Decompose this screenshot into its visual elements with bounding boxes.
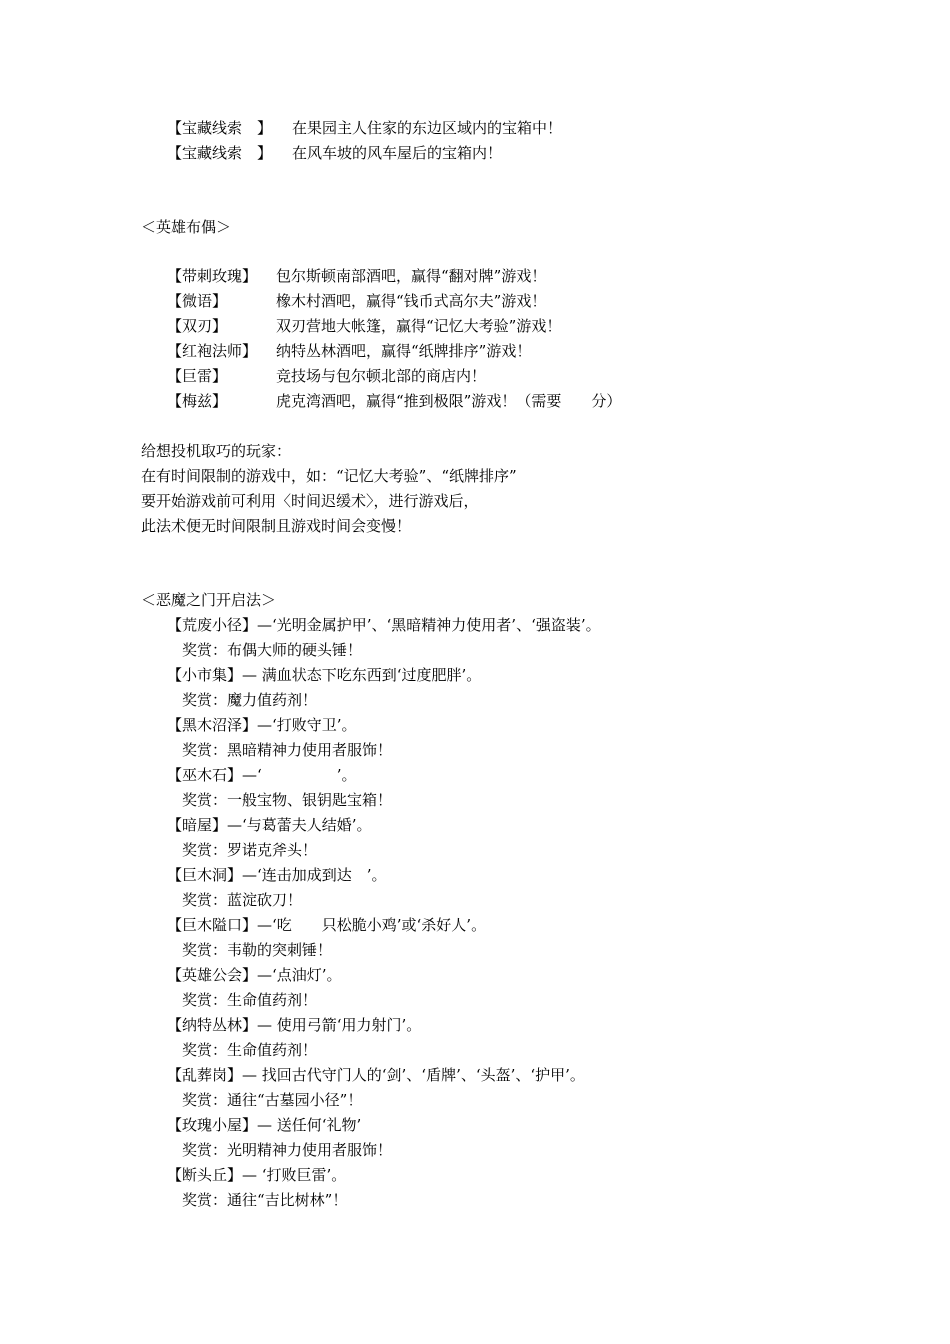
demon-doors-heading: ＜恶魔之门开启法＞ xyxy=(141,591,277,609)
hero-doll-name: 【双刃】 xyxy=(167,317,228,335)
hero-dolls-heading: ＜英雄布偶＞ xyxy=(141,218,232,236)
demon-door-condition: 【英雄公会】—‘点油灯’。 xyxy=(167,966,342,984)
demon-door-reward: 奖赏：韦勒的突刺锤！ xyxy=(182,941,333,959)
hero-doll-desc: 包尔斯顿南部酒吧，赢得“翻对牌”游戏！ xyxy=(276,267,547,285)
demon-door-condition: 【乱葬岗】— 找回古代守门人的‘剑’、‘盾牌’、‘头盔’、‘护甲’。 xyxy=(167,1066,585,1084)
demon-door-reward: 奖赏：蓝淀砍刀！ xyxy=(182,891,303,909)
treasure-clue-text: 在果园主人住家的东边区域内的宝箱中！ xyxy=(292,119,563,137)
demon-door-reward: 奖赏：布偶大师的硬头锤！ xyxy=(182,641,363,659)
demon-door-reward: 奖赏：黑暗精神力使用者服饰！ xyxy=(182,741,393,759)
demon-door-condition: 【玫瑰小屋】— 送任何‘礼物’ xyxy=(167,1116,362,1134)
demon-door-reward: 奖赏：生命值药剂！ xyxy=(182,991,318,1009)
demon-door-condition: 【小市集】— 满血状态下吃东西到‘过度肥胖’。 xyxy=(167,666,482,684)
demon-door-condition: 【暗屋】—‘与葛蕾夫人结婚’。 xyxy=(167,816,372,834)
demon-door-reward: 奖赏：魔力值药剂！ xyxy=(182,691,318,709)
demon-door-reward: 奖赏：生命值药剂！ xyxy=(182,1041,318,1059)
tip-line: 此法术便无时间限制且游戏时间会变慢！ xyxy=(141,517,412,535)
hero-doll-desc: 橡木村酒吧，赢得“钱币式高尔夫”游戏！ xyxy=(276,292,547,310)
hero-doll-desc: 纳特丛林酒吧，赢得“纸牌排序”游戏！ xyxy=(276,342,532,360)
tip-line: 要开始游戏前可利用〈时间迟缓术〉，进行游戏后， xyxy=(141,492,479,510)
demon-door-condition: 【断头丘】— ‘打败巨雷’。 xyxy=(167,1166,347,1184)
treasure-clue-text: 在风车坡的风车屋后的宝箱内！ xyxy=(292,144,503,162)
tip-line: 在有时间限制的游戏中，如：“记忆大考验”、“纸牌排序” xyxy=(141,467,517,485)
demon-door-reward: 奖赏：通往“古墓园小径”！ xyxy=(182,1091,363,1109)
hero-doll-name: 【巨雷】 xyxy=(167,367,228,385)
demon-door-condition: 【荒废小径】—‘光明金属护甲’、‘黑暗精神力使用者’、‘强盗装’。 xyxy=(167,616,601,634)
demon-door-condition: 【巨木洞】—‘连击加成到达 ’。 xyxy=(167,866,387,884)
treasure-clue-tag: 【宝藏线索 】 xyxy=(167,144,273,162)
hero-doll-desc: 双刃营地大帐篷，赢得“记忆大考验”游戏！ xyxy=(276,317,562,335)
demon-door-condition: 【巨木隘口】—‘吃 只松脆小鸡’或‘杀好人’。 xyxy=(167,916,487,934)
demon-door-reward: 奖赏：一般宝物、银钥匙宝箱！ xyxy=(182,791,393,809)
demon-door-condition: 【巫木石】—‘ ’。 xyxy=(167,766,357,784)
tip-line: 给想投机取巧的玩家： xyxy=(141,442,292,460)
treasure-clue-tag: 【宝藏线索 】 xyxy=(167,119,273,137)
demon-door-reward: 奖赏：光明精神力使用者服饰！ xyxy=(182,1141,393,1159)
demon-door-reward: 奖赏：通往“吉比树林”！ xyxy=(182,1191,348,1209)
hero-doll-name: 【梅兹】 xyxy=(167,392,228,410)
hero-doll-name: 【红袍法师】 xyxy=(167,342,258,360)
demon-door-condition: 【纳特丛林】— 使用弓箭‘用力射门’。 xyxy=(167,1016,422,1034)
demon-door-condition: 【黑木沼泽】—‘打败守卫’。 xyxy=(167,716,357,734)
demon-door-reward: 奖赏：罗诺克斧头！ xyxy=(182,841,318,859)
hero-doll-desc: 竞技场与包尔顿北部的商店内！ xyxy=(276,367,487,385)
hero-doll-desc: 虎克湾酒吧，赢得“推到极限”游戏！（需要 分） xyxy=(276,392,622,410)
hero-doll-name: 【微语】 xyxy=(167,292,228,310)
hero-doll-name: 【带刺玫瑰】 xyxy=(167,267,258,285)
